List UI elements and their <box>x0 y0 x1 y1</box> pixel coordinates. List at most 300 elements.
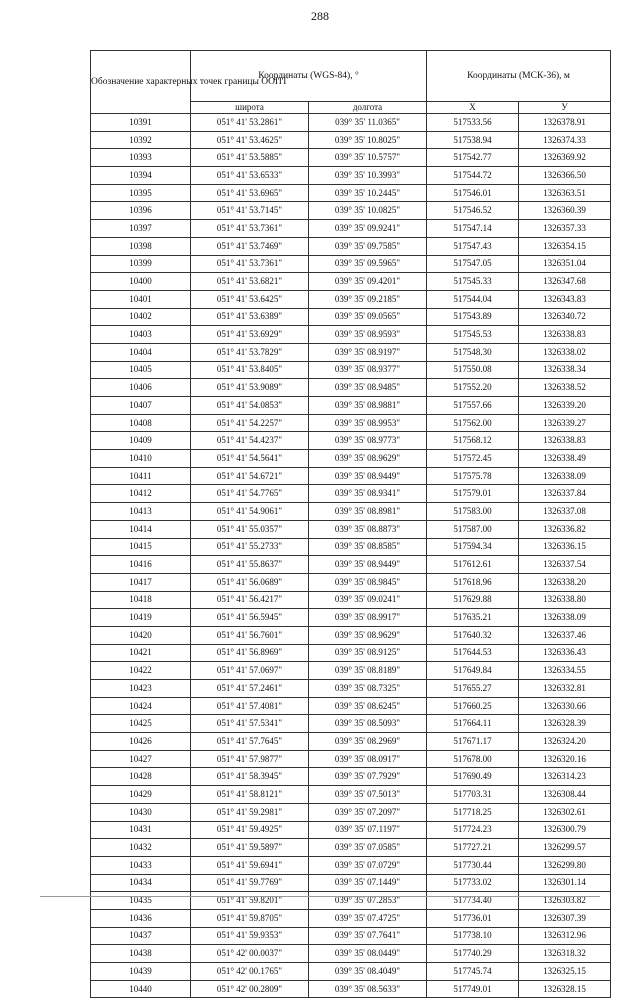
table-row <box>91 149 611 167</box>
latitude-cell: 051° 41' 53.6929" <box>191 326 309 344</box>
table-row <box>91 343 611 361</box>
latitude-cell: 051° 41' 59.6941" <box>191 856 309 874</box>
header-x: X <box>427 102 519 114</box>
point-id-cell: 10395 <box>91 184 191 202</box>
table-row <box>91 697 611 715</box>
y-cell: 1326336.43 <box>519 644 611 662</box>
x-cell: 517703.31 <box>427 786 519 804</box>
point-id-cell: 10433 <box>91 856 191 874</box>
y-cell: 1326320.16 <box>519 750 611 768</box>
point-id-cell: 10398 <box>91 237 191 255</box>
longitude-cell: 039° 35' 08.9629" <box>309 450 427 468</box>
point-id-cell: 10431 <box>91 821 191 839</box>
table-row <box>91 167 611 185</box>
y-cell: 1326374.33 <box>519 131 611 149</box>
point-id-cell: 10436 <box>91 909 191 927</box>
x-cell: 517733.02 <box>427 874 519 892</box>
x-cell: 517640.32 <box>427 626 519 644</box>
latitude-cell: 051° 41' 53.9089" <box>191 379 309 397</box>
point-id-cell: 10429 <box>91 786 191 804</box>
y-cell: 1326314.23 <box>519 768 611 786</box>
latitude-cell: 051° 41' 58.3945" <box>191 768 309 786</box>
latitude-cell: 051° 41' 53.2861" <box>191 114 309 132</box>
longitude-cell: 039° 35' 09.9241" <box>309 220 427 238</box>
latitude-cell: 051° 41' 55.0357" <box>191 520 309 538</box>
latitude-cell: 051° 42' 00.0037" <box>191 945 309 963</box>
table-row <box>91 874 611 892</box>
x-cell: 517548.30 <box>427 343 519 361</box>
longitude-cell: 039° 35' 08.9881" <box>309 397 427 415</box>
x-cell: 517690.49 <box>427 768 519 786</box>
header-point-designation: Обозначение характерных точек границы ООПТ <box>91 51 191 114</box>
latitude-cell: 051° 41' 55.2733" <box>191 538 309 556</box>
latitude-cell: 051° 41' 59.8201" <box>191 892 309 910</box>
x-cell: 517749.01 <box>427 980 519 998</box>
table-row <box>91 290 611 308</box>
y-cell: 1326338.80 <box>519 591 611 609</box>
latitude-cell: 051° 41' 59.8705" <box>191 909 309 927</box>
latitude-cell: 051° 41' 58.8121" <box>191 786 309 804</box>
y-cell: 1326339.20 <box>519 397 611 415</box>
table-row <box>91 485 611 503</box>
point-id-cell: 10410 <box>91 450 191 468</box>
table-row <box>91 715 611 733</box>
x-cell: 517547.05 <box>427 255 519 273</box>
point-id-cell: 10415 <box>91 538 191 556</box>
x-cell: 517575.78 <box>427 467 519 485</box>
table-row <box>91 414 611 432</box>
longitude-cell: 039° 35' 08.9953" <box>309 414 427 432</box>
table-row <box>91 379 611 397</box>
point-id-cell: 10438 <box>91 945 191 963</box>
table-row <box>91 361 611 379</box>
table-row <box>91 397 611 415</box>
longitude-cell: 039° 35' 08.0449" <box>309 945 427 963</box>
table-row <box>91 662 611 680</box>
y-cell: 1326343.83 <box>519 290 611 308</box>
longitude-cell: 039° 35' 07.2853" <box>309 892 427 910</box>
y-cell: 1326301.14 <box>519 874 611 892</box>
table-row <box>91 573 611 591</box>
point-id-cell: 10432 <box>91 839 191 857</box>
point-id-cell: 10408 <box>91 414 191 432</box>
x-cell: 517572.45 <box>427 450 519 468</box>
point-id-cell: 10396 <box>91 202 191 220</box>
longitude-cell: 039° 35' 07.7929" <box>309 768 427 786</box>
y-cell: 1326324.20 <box>519 733 611 751</box>
y-cell: 1326336.15 <box>519 538 611 556</box>
table-row <box>91 980 611 998</box>
y-cell: 1326360.39 <box>519 202 611 220</box>
table-row <box>91 750 611 768</box>
y-cell: 1326303.82 <box>519 892 611 910</box>
longitude-cell: 039° 35' 08.9341" <box>309 485 427 503</box>
latitude-cell: 051° 41' 59.5897" <box>191 839 309 857</box>
y-cell: 1326299.80 <box>519 856 611 874</box>
latitude-cell: 051° 41' 57.7645" <box>191 733 309 751</box>
longitude-cell: 039° 35' 08.9485" <box>309 379 427 397</box>
point-id-cell: 10403 <box>91 326 191 344</box>
x-cell: 517550.08 <box>427 361 519 379</box>
x-cell: 517546.52 <box>427 202 519 220</box>
longitude-cell: 039° 35' 08.8873" <box>309 520 427 538</box>
latitude-cell: 051° 41' 57.4081" <box>191 697 309 715</box>
y-cell: 1326338.83 <box>519 432 611 450</box>
table-row <box>91 237 611 255</box>
latitude-cell: 051° 41' 54.9061" <box>191 503 309 521</box>
latitude-cell: 051° 41' 54.5641" <box>191 450 309 468</box>
latitude-cell: 051° 41' 53.7829" <box>191 343 309 361</box>
table-row <box>91 467 611 485</box>
latitude-cell: 051° 41' 53.5885" <box>191 149 309 167</box>
point-id-cell: 10439 <box>91 963 191 981</box>
y-cell: 1326325.15 <box>519 963 611 981</box>
latitude-cell: 051° 41' 56.8969" <box>191 644 309 662</box>
table-row <box>91 909 611 927</box>
point-id-cell: 10409 <box>91 432 191 450</box>
latitude-cell: 051° 41' 57.0697" <box>191 662 309 680</box>
table-row <box>91 644 611 662</box>
x-cell: 517618.96 <box>427 573 519 591</box>
longitude-cell: 039° 35' 07.1197" <box>309 821 427 839</box>
longitude-cell: 039° 35' 10.8025" <box>309 131 427 149</box>
latitude-cell: 051° 41' 59.2981" <box>191 803 309 821</box>
longitude-cell: 039° 35' 10.5757" <box>309 149 427 167</box>
y-cell: 1326328.15 <box>519 980 611 998</box>
latitude-cell: 051° 41' 56.5945" <box>191 609 309 627</box>
longitude-cell: 039° 35' 08.9449" <box>309 467 427 485</box>
page-number: 288 <box>311 9 329 23</box>
latitude-cell: 051° 41' 54.4237" <box>191 432 309 450</box>
latitude-cell: 051° 41' 53.7361" <box>191 220 309 238</box>
x-cell: 517533.56 <box>427 114 519 132</box>
y-cell: 1326338.09 <box>519 467 611 485</box>
point-id-cell: 10428 <box>91 768 191 786</box>
x-cell: 517738.10 <box>427 927 519 945</box>
table-row <box>91 821 611 839</box>
table-row <box>91 131 611 149</box>
y-cell: 1326363.51 <box>519 184 611 202</box>
table-row <box>91 626 611 644</box>
longitude-cell: 039° 35' 08.9845" <box>309 573 427 591</box>
y-cell: 1326338.20 <box>519 573 611 591</box>
y-cell: 1326300.79 <box>519 821 611 839</box>
table-row <box>91 927 611 945</box>
longitude-cell: 039° 35' 08.5633" <box>309 980 427 998</box>
table-row <box>91 450 611 468</box>
table-row <box>91 556 611 574</box>
point-id-cell: 10418 <box>91 591 191 609</box>
table-row <box>91 308 611 326</box>
x-cell: 517546.01 <box>427 184 519 202</box>
y-cell: 1326336.82 <box>519 520 611 538</box>
longitude-cell: 039° 35' 08.7325" <box>309 680 427 698</box>
longitude-cell: 039° 35' 09.7585" <box>309 237 427 255</box>
y-cell: 1326312.96 <box>519 927 611 945</box>
y-cell: 1326338.09 <box>519 609 611 627</box>
x-cell: 517678.00 <box>427 750 519 768</box>
latitude-cell: 051° 41' 53.6965" <box>191 184 309 202</box>
x-cell: 517644.53 <box>427 644 519 662</box>
longitude-cell: 039° 35' 09.0241" <box>309 591 427 609</box>
point-id-cell: 10412 <box>91 485 191 503</box>
latitude-cell: 051° 41' 53.6821" <box>191 273 309 291</box>
longitude-cell: 039° 35' 08.0917" <box>309 750 427 768</box>
bottom-rule <box>40 896 600 897</box>
table-row <box>91 892 611 910</box>
point-id-cell: 10393 <box>91 149 191 167</box>
point-id-cell: 10423 <box>91 680 191 698</box>
table-row <box>91 326 611 344</box>
table-row <box>91 733 611 751</box>
table-row <box>91 963 611 981</box>
table-row <box>91 538 611 556</box>
latitude-cell: 051° 41' 57.2461" <box>191 680 309 698</box>
x-cell: 517664.11 <box>427 715 519 733</box>
y-cell: 1326347.68 <box>519 273 611 291</box>
longitude-cell: 039° 35' 08.6245" <box>309 697 427 715</box>
point-id-cell: 10400 <box>91 273 191 291</box>
y-cell: 1326330.66 <box>519 697 611 715</box>
point-id-cell: 10402 <box>91 308 191 326</box>
latitude-cell: 051° 41' 59.4925" <box>191 821 309 839</box>
latitude-cell: 051° 41' 56.7601" <box>191 626 309 644</box>
latitude-cell: 051° 41' 53.6389" <box>191 308 309 326</box>
latitude-cell: 051° 41' 59.7769" <box>191 874 309 892</box>
point-id-cell: 10426 <box>91 733 191 751</box>
y-cell: 1326299.57 <box>519 839 611 857</box>
point-id-cell: 10434 <box>91 874 191 892</box>
table-row <box>91 255 611 273</box>
latitude-cell: 051° 41' 53.8405" <box>191 361 309 379</box>
longitude-cell: 039° 35' 08.9377" <box>309 361 427 379</box>
longitude-cell: 039° 35' 09.4201" <box>309 273 427 291</box>
table-row <box>91 202 611 220</box>
longitude-cell: 039° 35' 10.3993" <box>309 167 427 185</box>
header-msk36: Координаты (МСК-36), м <box>427 51 611 102</box>
longitude-cell: 039° 35' 08.8189" <box>309 662 427 680</box>
y-cell: 1326338.52 <box>519 379 611 397</box>
point-id-cell: 10427 <box>91 750 191 768</box>
point-id-cell: 10435 <box>91 892 191 910</box>
x-cell: 517544.72 <box>427 167 519 185</box>
point-id-cell: 10414 <box>91 520 191 538</box>
latitude-cell: 051° 41' 55.8637" <box>191 556 309 574</box>
latitude-cell: 051° 41' 53.6425" <box>191 290 309 308</box>
x-cell: 517671.17 <box>427 733 519 751</box>
point-id-cell: 10420 <box>91 626 191 644</box>
x-cell: 517544.04 <box>427 290 519 308</box>
x-cell: 517730.44 <box>427 856 519 874</box>
longitude-cell: 039° 35' 07.7641" <box>309 927 427 945</box>
y-cell: 1326339.27 <box>519 414 611 432</box>
header-wgs84: Координаты (WGS-84), ° <box>191 51 427 102</box>
y-cell: 1326337.84 <box>519 485 611 503</box>
longitude-cell: 039° 35' 07.1449" <box>309 874 427 892</box>
y-cell: 1326357.33 <box>519 220 611 238</box>
x-cell: 517740.29 <box>427 945 519 963</box>
x-cell: 517562.00 <box>427 414 519 432</box>
point-id-cell: 10430 <box>91 803 191 821</box>
table-row <box>91 680 611 698</box>
table-header-row <box>91 51 611 102</box>
point-id-cell: 10416 <box>91 556 191 574</box>
latitude-cell: 051° 41' 57.5341" <box>191 715 309 733</box>
header-y: У <box>519 102 611 114</box>
y-cell: 1326369.92 <box>519 149 611 167</box>
y-cell: 1326338.02 <box>519 343 611 361</box>
longitude-cell: 039° 35' 08.9449" <box>309 556 427 574</box>
y-cell: 1326378.91 <box>519 114 611 132</box>
longitude-cell: 039° 35' 08.4049" <box>309 963 427 981</box>
longitude-cell: 039° 35' 08.5093" <box>309 715 427 733</box>
longitude-cell: 039° 35' 07.2097" <box>309 803 427 821</box>
point-id-cell: 10407 <box>91 397 191 415</box>
x-cell: 517538.94 <box>427 131 519 149</box>
x-cell: 517557.66 <box>427 397 519 415</box>
x-cell: 517727.21 <box>427 839 519 857</box>
point-id-cell: 10421 <box>91 644 191 662</box>
point-id-cell: 10440 <box>91 980 191 998</box>
point-id-cell: 10405 <box>91 361 191 379</box>
x-cell: 517583.00 <box>427 503 519 521</box>
point-id-cell: 10397 <box>91 220 191 238</box>
point-id-cell: 10392 <box>91 131 191 149</box>
x-cell: 517568.12 <box>427 432 519 450</box>
x-cell: 517587.00 <box>427 520 519 538</box>
x-cell: 517655.27 <box>427 680 519 698</box>
point-id-cell: 10419 <box>91 609 191 627</box>
y-cell: 1326328.39 <box>519 715 611 733</box>
latitude-cell: 051° 41' 53.4625" <box>191 131 309 149</box>
latitude-cell: 051° 41' 54.7765" <box>191 485 309 503</box>
table-row <box>91 432 611 450</box>
y-cell: 1326338.83 <box>519 326 611 344</box>
x-cell: 517594.34 <box>427 538 519 556</box>
x-cell: 517745.74 <box>427 963 519 981</box>
longitude-cell: 039° 35' 11.0365" <box>309 114 427 132</box>
y-cell: 1326366.50 <box>519 167 611 185</box>
header-longitude: долгота <box>309 102 427 114</box>
longitude-cell: 039° 35' 08.9125" <box>309 644 427 662</box>
latitude-cell: 051° 42' 00.1765" <box>191 963 309 981</box>
table-row <box>91 503 611 521</box>
y-cell: 1326308.44 <box>519 786 611 804</box>
longitude-cell: 039° 35' 08.9593" <box>309 326 427 344</box>
point-id-cell: 10404 <box>91 343 191 361</box>
latitude-cell: 051° 41' 53.7145" <box>191 202 309 220</box>
latitude-cell: 051° 41' 53.7361" <box>191 255 309 273</box>
longitude-cell: 039° 35' 08.2969" <box>309 733 427 751</box>
longitude-cell: 039° 35' 08.9917" <box>309 609 427 627</box>
table-row <box>91 856 611 874</box>
point-id-cell: 10411 <box>91 467 191 485</box>
latitude-cell: 051° 41' 53.6533" <box>191 167 309 185</box>
point-id-cell: 10394 <box>91 167 191 185</box>
point-id-cell: 10437 <box>91 927 191 945</box>
longitude-cell: 039° 35' 09.0565" <box>309 308 427 326</box>
coordinates-table <box>90 50 611 998</box>
point-id-cell: 10401 <box>91 290 191 308</box>
point-id-cell: 10422 <box>91 662 191 680</box>
x-cell: 517612.61 <box>427 556 519 574</box>
table-row <box>91 220 611 238</box>
x-cell: 517545.53 <box>427 326 519 344</box>
longitude-cell: 039° 35' 07.5013" <box>309 786 427 804</box>
y-cell: 1326338.49 <box>519 450 611 468</box>
x-cell: 517547.43 <box>427 237 519 255</box>
header-latitude: широта <box>191 102 309 114</box>
latitude-cell: 051° 42' 00.2809" <box>191 980 309 998</box>
latitude-cell: 051° 41' 57.9877" <box>191 750 309 768</box>
point-id-cell: 10413 <box>91 503 191 521</box>
longitude-cell: 039° 35' 08.9629" <box>309 626 427 644</box>
x-cell: 517724.23 <box>427 821 519 839</box>
longitude-cell: 039° 35' 08.9773" <box>309 432 427 450</box>
latitude-cell: 051° 41' 54.2257" <box>191 414 309 432</box>
table-row <box>91 591 611 609</box>
x-cell: 517547.14 <box>427 220 519 238</box>
longitude-cell: 039° 35' 09.5965" <box>309 255 427 273</box>
y-cell: 1326354.15 <box>519 237 611 255</box>
table-row <box>91 945 611 963</box>
table-row <box>91 273 611 291</box>
x-cell: 517660.25 <box>427 697 519 715</box>
x-cell: 517629.88 <box>427 591 519 609</box>
table-row <box>91 803 611 821</box>
point-id-cell: 10424 <box>91 697 191 715</box>
longitude-cell: 039° 35' 10.0825" <box>309 202 427 220</box>
longitude-cell: 039° 35' 08.9197" <box>309 343 427 361</box>
latitude-cell: 051° 41' 54.6721" <box>191 467 309 485</box>
y-cell: 1326337.46 <box>519 626 611 644</box>
table-row <box>91 184 611 202</box>
y-cell: 1326351.04 <box>519 255 611 273</box>
latitude-cell: 051° 41' 53.7469" <box>191 237 309 255</box>
table-row <box>91 786 611 804</box>
y-cell: 1326338.34 <box>519 361 611 379</box>
latitude-cell: 051° 41' 59.9353" <box>191 927 309 945</box>
x-cell: 517542.77 <box>427 149 519 167</box>
point-id-cell: 10399 <box>91 255 191 273</box>
table-row <box>91 520 611 538</box>
x-cell: 517579.01 <box>427 485 519 503</box>
x-cell: 517734.40 <box>427 892 519 910</box>
point-id-cell: 10391 <box>91 114 191 132</box>
x-cell: 517635.21 <box>427 609 519 627</box>
x-cell: 517543.89 <box>427 308 519 326</box>
longitude-cell: 039° 35' 10.2445" <box>309 184 427 202</box>
point-id-cell: 10425 <box>91 715 191 733</box>
table-row <box>91 839 611 857</box>
table-row <box>91 609 611 627</box>
table-row <box>91 768 611 786</box>
longitude-cell: 039° 35' 08.8981" <box>309 503 427 521</box>
y-cell: 1326337.54 <box>519 556 611 574</box>
x-cell: 517649.84 <box>427 662 519 680</box>
longitude-cell: 039° 35' 09.2185" <box>309 290 427 308</box>
latitude-cell: 051° 41' 56.4217" <box>191 591 309 609</box>
y-cell: 1326318.32 <box>519 945 611 963</box>
x-cell: 517545.33 <box>427 273 519 291</box>
longitude-cell: 039° 35' 07.0729" <box>309 856 427 874</box>
longitude-cell: 039° 35' 08.8585" <box>309 538 427 556</box>
table-row <box>91 114 611 132</box>
x-cell: 517552.20 <box>427 379 519 397</box>
y-cell: 1326337.08 <box>519 503 611 521</box>
table-body <box>91 114 611 998</box>
y-cell: 1326340.72 <box>519 308 611 326</box>
